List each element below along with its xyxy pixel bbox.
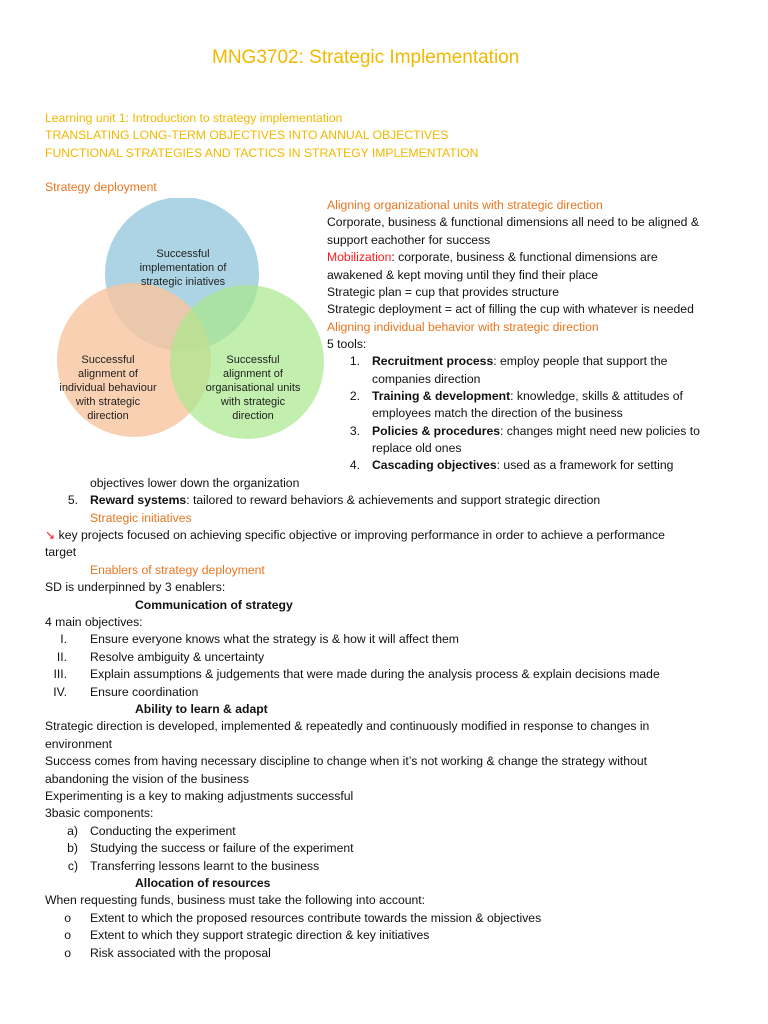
communication-item-text: Resolve ambiguity & uncertainty xyxy=(90,650,265,664)
tool-name: Cascading objectives xyxy=(372,458,497,472)
communication-item-text: Ensure everyone knows what the strategy is & how it will affect them xyxy=(90,632,459,646)
initiatives-desc: key projects focused on achieving specific objective or improving performance in order to achieve a performance xyxy=(55,528,665,542)
roman-numeral: II. xyxy=(56,650,67,664)
aligning-behavior-heading: Aligning individual behavior with strategic direction xyxy=(327,320,599,334)
learn-text-3: Experimenting is a key to making adjustments successful xyxy=(45,789,354,803)
initiatives-text-1 xyxy=(45,527,665,545)
tool-item-1-cont: companies direction xyxy=(372,372,481,386)
communication-intro: 4 main objectives: xyxy=(45,615,143,629)
tool-desc: : knowledge, skills & attitudes of xyxy=(510,389,683,403)
roman-numeral: I. xyxy=(60,632,67,646)
learn-text-4: 3basic components: xyxy=(45,806,154,820)
learn-item-text: Transferring lessons learnt to the business xyxy=(90,859,320,873)
strategic-initiatives-heading: Strategic initiatives xyxy=(90,511,192,525)
communication-item-text: Explain assumptions & judgements that were made during the analysis process & explain decisions made xyxy=(90,667,660,681)
venn-label-left: Successful alignment of individual behaviour with strategic direction xyxy=(59,354,157,422)
enablers-intro: SD is underpinned by 3 enablers: xyxy=(45,580,226,594)
tool-number: 3. xyxy=(349,424,360,438)
page-title: MNG3702: Strategic Implementation xyxy=(212,47,520,68)
bullet-circle-icon: o xyxy=(64,946,71,960)
aligning-units-heading: Aligning organizational units with strategic direction xyxy=(327,198,603,212)
learn-text-2b: abandoning the vision of the business xyxy=(45,772,249,786)
bullet-circle-icon: o xyxy=(64,911,71,925)
enablers-heading: Enablers of strategy deployment xyxy=(90,563,265,577)
learn-adapt-heading: Ability to learn & adapt xyxy=(135,702,268,716)
mobilization-text-2: awakened & kept moving until they find their place xyxy=(327,268,598,282)
tool-desc: : used as a framework for setting xyxy=(496,458,674,472)
initiatives-text-2: target xyxy=(45,545,77,559)
allocation-item-text: Extent to which they support strategic direction & key initiatives xyxy=(90,928,430,942)
letter-marker: c) xyxy=(67,859,78,873)
tool-name: Reward systems xyxy=(90,493,187,507)
tool-item-3-cont: replace old ones xyxy=(372,441,462,455)
venn-label-top: Successful implementation of strategic iniatives xyxy=(139,248,227,288)
communication-heading: Communication of strategy xyxy=(135,598,293,612)
bullet-circle-icon: o xyxy=(64,928,71,942)
tool-name: Policies & procedures xyxy=(372,424,501,438)
aligning-units-text-1: Corporate, business & functional dimensions all need to be aligned & xyxy=(327,215,699,229)
letter-marker: b) xyxy=(67,841,78,855)
learn-text-1a: Strategic direction is developed, implemented & repeatedly and continuously modified in response to changes in xyxy=(45,719,650,733)
tool-desc: : changes might need new policies to xyxy=(500,424,700,438)
venn-label-right: Successful alignment of organisational units with strategic direction xyxy=(205,354,301,422)
aligning-units-text-2: support eachother for success xyxy=(327,233,491,247)
mobilization-line xyxy=(327,249,658,267)
strategic-deployment-text: Strategic deployment = act of filling the cup with whatever is needed xyxy=(327,302,694,316)
allocation-heading: Allocation of resources xyxy=(135,876,271,890)
letter-marker: a) xyxy=(67,824,78,838)
learn-text-2a: Success comes from having necessary discipline to change when it’s not working & change the strategy without xyxy=(45,754,648,768)
learn-text-1b: environment xyxy=(45,737,113,751)
tool-number: 5. xyxy=(67,493,78,507)
allocation-intro: When requesting funds, business must take the following into account: xyxy=(45,893,426,907)
unit-heading: Learning unit 1: Introduction to strategy implementation xyxy=(45,111,343,125)
tool-desc: : tailored to reward behaviors & achievements and support strategic direction xyxy=(186,493,601,507)
tool-desc: : employ people that support the xyxy=(493,354,668,368)
allocation-item-text: Extent to which the proposed resources contribute towards the mission & objectives xyxy=(90,911,542,925)
learn-item-text: Conducting the experiment xyxy=(90,824,236,838)
strategic-plan-text: Strategic plan = cup that provides structure xyxy=(327,285,560,299)
tool-item-2-cont: employees match the direction of the business xyxy=(372,406,623,420)
tool-name: Training & development xyxy=(372,389,511,403)
roman-numeral: IV. xyxy=(53,685,67,699)
arrow-down-right-icon: ↘ xyxy=(45,528,56,542)
learn-item-text: Studying the success or failure of the experiment xyxy=(90,841,354,855)
mobilization-label: Mobilization xyxy=(327,250,392,264)
tools-intro: 5 tools: xyxy=(327,337,367,351)
subheading-1: TRANSLATING LONG-TERM OBJECTIVES INTO ANNUAL OBJECTIVES xyxy=(45,128,449,142)
tool-item-4-cont: objectives lower down the organization xyxy=(90,476,300,490)
subheading-2: FUNCTIONAL STRATEGIES AND TACTICS IN STRATEGY IMPLEMENTATION xyxy=(45,146,479,160)
tool-number: 4. xyxy=(349,458,360,472)
tool-name: Recruitment process xyxy=(372,354,494,368)
tool-number: 1. xyxy=(349,354,360,368)
communication-item-text: Ensure coordination xyxy=(90,685,199,699)
tool-number: 2. xyxy=(349,389,360,403)
allocation-item-text: Risk associated with the proposal xyxy=(90,946,271,960)
mobilization-text: : corporate, business & functional dimensions are xyxy=(391,250,658,264)
roman-numeral: III. xyxy=(53,667,67,681)
strategy-deployment-heading: Strategy deployment xyxy=(45,180,157,194)
